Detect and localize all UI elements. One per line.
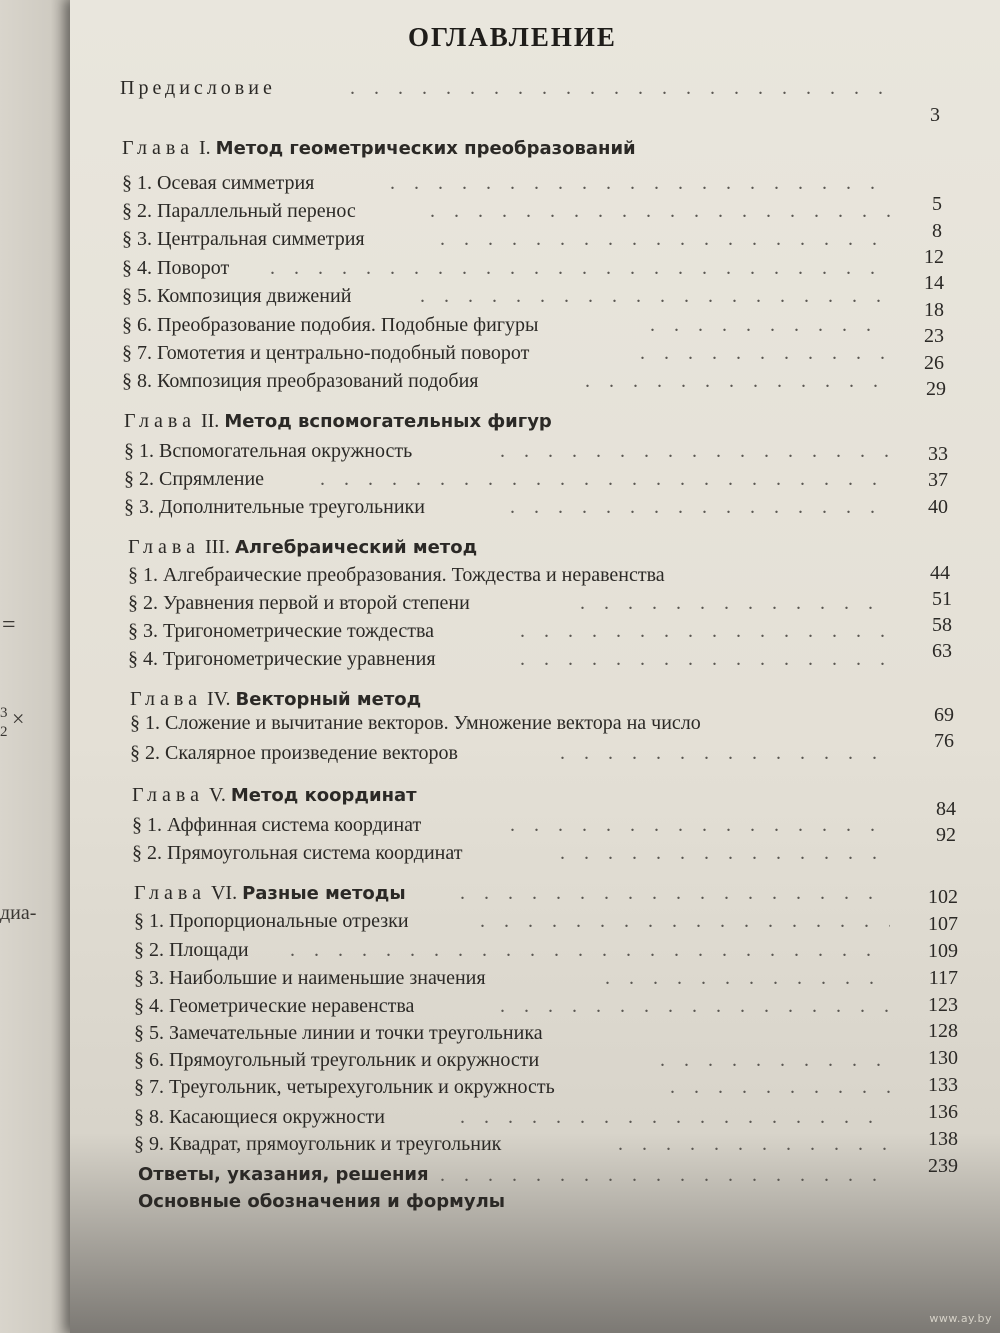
dot-leader bbox=[605, 963, 890, 993]
watermark: www.ay.by bbox=[929, 1312, 992, 1325]
toc-entry-label: § 3. Центральная симметрия bbox=[122, 228, 365, 250]
dot-leader bbox=[320, 464, 890, 494]
dot-leader bbox=[650, 310, 890, 340]
toc-entry-label: § 7. Гомотетия и центрально-подобный поворот bbox=[122, 342, 530, 364]
toc-entry-page: 84 bbox=[936, 798, 956, 820]
chapter-word: Глава bbox=[130, 688, 202, 710]
chapter-word: Глава bbox=[124, 410, 196, 432]
toc-entry bbox=[0, 1129, 1000, 1159]
toc-entry-label: § 4. Геометрические неравенства bbox=[134, 995, 415, 1017]
toc-entry bbox=[0, 253, 1000, 283]
toc-entry-label: § 1. Осевая симметрия bbox=[122, 172, 315, 194]
toc-entry bbox=[0, 436, 1000, 466]
toc-entry bbox=[0, 224, 1000, 254]
left-fragment-3: 3 bbox=[0, 705, 8, 721]
toc-entry-page: 92 bbox=[936, 824, 956, 846]
toc-entry-page: 239 bbox=[928, 1155, 958, 1177]
toc-entry-label: § 1. Аффинная система координат bbox=[132, 814, 422, 836]
toc-entry-page: 3 bbox=[930, 104, 940, 126]
toc-entry bbox=[0, 906, 1000, 936]
dot-leader bbox=[440, 224, 890, 254]
page-title: ОГЛАВЛЕНИЕ bbox=[408, 22, 617, 52]
dot-leader bbox=[670, 1072, 890, 1102]
toc-entry-preface bbox=[0, 73, 1000, 103]
dot-leader bbox=[270, 253, 890, 283]
toc-entry-label: § 8. Касающиеся окружности bbox=[134, 1106, 385, 1128]
chapter-title: Разные методы bbox=[242, 883, 406, 904]
toc-entry-page: 123 bbox=[928, 994, 958, 1016]
toc-entry-label: § 1. Пропорциональные отрезки bbox=[134, 910, 409, 932]
toc-entry-page: 26 bbox=[924, 352, 944, 374]
toc-entry-label: § 4. Тригонометрические уравнения bbox=[128, 648, 436, 670]
dot-leader bbox=[580, 588, 890, 618]
dot-leader bbox=[430, 196, 890, 226]
left-fragment-dia: диа- bbox=[0, 902, 37, 924]
toc-entry bbox=[0, 708, 1000, 738]
dot-leader bbox=[585, 366, 890, 396]
toc-entry bbox=[0, 196, 1000, 226]
toc-entry-label: § 2. Прямоугольная система координат bbox=[132, 842, 463, 864]
toc-entry-page: 76 bbox=[934, 730, 954, 752]
chapter-heading bbox=[0, 406, 1000, 436]
chapter-number: III. bbox=[204, 536, 230, 558]
toc-entry-page: 18 bbox=[924, 299, 944, 321]
toc-entry-label: § 2. Площади bbox=[134, 939, 249, 961]
toc-entry-page: 109 bbox=[928, 940, 958, 962]
toc-entry-label: § 2. Уравнения первой и второй степени bbox=[128, 592, 470, 614]
dot-leader bbox=[520, 644, 890, 674]
chapter-number: V. bbox=[208, 784, 226, 806]
toc-entry-page: 133 bbox=[928, 1074, 958, 1096]
dot-leader bbox=[640, 338, 890, 368]
chapter-word: Глава bbox=[134, 882, 206, 904]
left-fragment-times: × bbox=[12, 706, 25, 731]
toc-entry-label: § 6. Прямоугольный треугольник и окружности bbox=[134, 1049, 540, 1071]
toc-entry-answers bbox=[0, 1160, 1000, 1190]
toc-entry bbox=[0, 1018, 1000, 1048]
dot-leader bbox=[440, 1160, 890, 1190]
toc-entry-label: § 6. Преобразование подобия. Подобные фигуры bbox=[122, 314, 539, 336]
toc-entry-notation bbox=[0, 1187, 1000, 1217]
toc-entry-page: 107 bbox=[928, 913, 958, 935]
chapter-number: II. bbox=[200, 410, 220, 432]
toc-entry-label: § 4. Поворот bbox=[122, 257, 230, 279]
toc-entry-label: § 3. Тригонометрические тождества bbox=[128, 620, 435, 642]
chapter-title: Метод координат bbox=[230, 785, 417, 806]
toc-entry bbox=[0, 560, 1000, 590]
dot-leader bbox=[520, 616, 890, 646]
toc-entry-label: Основные обозначения и формулы bbox=[138, 1191, 506, 1212]
left-fragment-2: 2 bbox=[0, 724, 8, 740]
chapter-number: I. bbox=[198, 137, 211, 159]
chapter-title: Алгебраический метод bbox=[234, 537, 478, 558]
toc-entry-label: § 1. Алгебраические преобразования. Тождества и неравенства bbox=[128, 564, 665, 586]
dot-leader bbox=[500, 991, 890, 1021]
chapter-word: Глава bbox=[128, 536, 200, 558]
toc-entry-page: 14 bbox=[924, 272, 944, 294]
dot-leader bbox=[420, 281, 890, 311]
toc-entry-label: § 2. Спрямление bbox=[124, 468, 265, 490]
toc-entry-page: 40 bbox=[928, 496, 948, 518]
toc-entry-page: 69 bbox=[934, 704, 954, 726]
chapter-title: Метод вспомогательных фигур bbox=[224, 411, 552, 432]
toc-entry-page: 138 bbox=[928, 1128, 958, 1150]
toc-entry bbox=[0, 492, 1000, 522]
toc-entry bbox=[0, 464, 1000, 494]
chapter-word: Глава bbox=[122, 137, 194, 159]
toc-entry-page: 128 bbox=[928, 1020, 958, 1042]
dot-leader bbox=[500, 436, 890, 466]
toc-entry-page: 12 bbox=[924, 246, 944, 268]
toc-entry bbox=[0, 963, 1000, 993]
toc-entry-page: 117 bbox=[928, 967, 958, 989]
toc-entry-page: 136 bbox=[928, 1101, 958, 1123]
chapter-title: Векторный метод bbox=[235, 689, 422, 710]
dot-leader bbox=[480, 906, 890, 936]
toc-entry-page: 5 bbox=[932, 193, 942, 215]
dot-leader bbox=[390, 168, 890, 198]
dot-leader bbox=[660, 1045, 890, 1075]
toc-entry bbox=[0, 810, 1000, 840]
toc-entry bbox=[0, 1045, 1000, 1075]
toc-entry bbox=[0, 1072, 1000, 1102]
dot-leader bbox=[460, 1102, 890, 1132]
toc-entry-page: 44 bbox=[930, 562, 950, 584]
left-fragment-equals: = bbox=[2, 612, 16, 638]
dot-leader bbox=[290, 935, 890, 965]
toc-entry-label: § 2. Скалярное произведение векторов bbox=[130, 742, 458, 764]
toc-entry-label: § 2. Параллельный перенос bbox=[122, 200, 356, 222]
toc-entry-label: § 8. Композиция преобразований подобия bbox=[122, 370, 479, 392]
toc-entry bbox=[0, 935, 1000, 965]
chapter-heading bbox=[0, 780, 1000, 810]
toc-entry bbox=[0, 338, 1000, 368]
toc-entry-page: 33 bbox=[928, 443, 948, 465]
toc-entry-label: § 5. Замечательные линии и точки треугольника bbox=[134, 1022, 543, 1044]
toc-entry-label: Предисловие bbox=[120, 77, 276, 99]
toc-entry-label: § 3. Наибольшие и наименьшие значения bbox=[134, 967, 486, 989]
toc-entry bbox=[0, 168, 1000, 198]
chapter-number: IV. bbox=[206, 688, 231, 710]
toc-entry-label: § 5. Композиция движений bbox=[122, 285, 352, 307]
toc-entry-page: 8 bbox=[932, 220, 942, 242]
toc-entry-page: 51 bbox=[932, 588, 952, 610]
toc-entry bbox=[0, 644, 1000, 674]
dot-leader bbox=[350, 73, 890, 103]
dot-leader bbox=[510, 810, 890, 840]
toc-entry-label: § 7. Треугольник, четырехугольник и окружность bbox=[134, 1076, 555, 1098]
chapter-heading bbox=[0, 878, 1000, 908]
toc-entry-page: 63 bbox=[932, 640, 952, 662]
chapter-title: Метод геометрических преобразований bbox=[215, 138, 636, 159]
toc-entry-page: 130 bbox=[928, 1047, 958, 1069]
toc-entry-label: § 1. Вспомогательная окружность bbox=[124, 440, 413, 462]
chapter-heading bbox=[0, 532, 1000, 562]
toc-entry bbox=[0, 616, 1000, 646]
toc-entry bbox=[0, 838, 1000, 868]
toc-entry-page: 58 bbox=[932, 614, 952, 636]
dot-leader bbox=[460, 878, 890, 908]
toc-entry-page: 102 bbox=[928, 886, 958, 908]
toc-entry bbox=[0, 1102, 1000, 1132]
toc-entry-page: 37 bbox=[928, 469, 948, 491]
toc-entry-page: 29 bbox=[926, 378, 946, 400]
toc-entry bbox=[0, 991, 1000, 1021]
toc-entry-page: 23 bbox=[924, 325, 944, 347]
chapter-number: VI. bbox=[210, 882, 238, 904]
toc-entry-label: § 1. Сложение и вычитание векторов. Умножение вектора на число bbox=[130, 712, 701, 734]
toc-entry-label: § 3. Дополнительные треугольники bbox=[124, 496, 425, 518]
chapter-word: Глава bbox=[132, 784, 204, 806]
toc-entry-label: § 9. Квадрат, прямоугольник и треугольник bbox=[134, 1133, 502, 1155]
dot-leader bbox=[560, 738, 890, 768]
toc-entry bbox=[0, 588, 1000, 618]
toc-entry bbox=[0, 366, 1000, 396]
dot-leader bbox=[618, 1129, 890, 1159]
dot-leader bbox=[510, 492, 890, 522]
toc-entry-label: Ответы, указания, решения bbox=[138, 1164, 429, 1185]
toc-entry bbox=[0, 281, 1000, 311]
dot-leader bbox=[560, 838, 890, 868]
toc-entry bbox=[0, 310, 1000, 340]
chapter-heading bbox=[0, 133, 1000, 163]
toc-entry bbox=[0, 738, 1000, 768]
